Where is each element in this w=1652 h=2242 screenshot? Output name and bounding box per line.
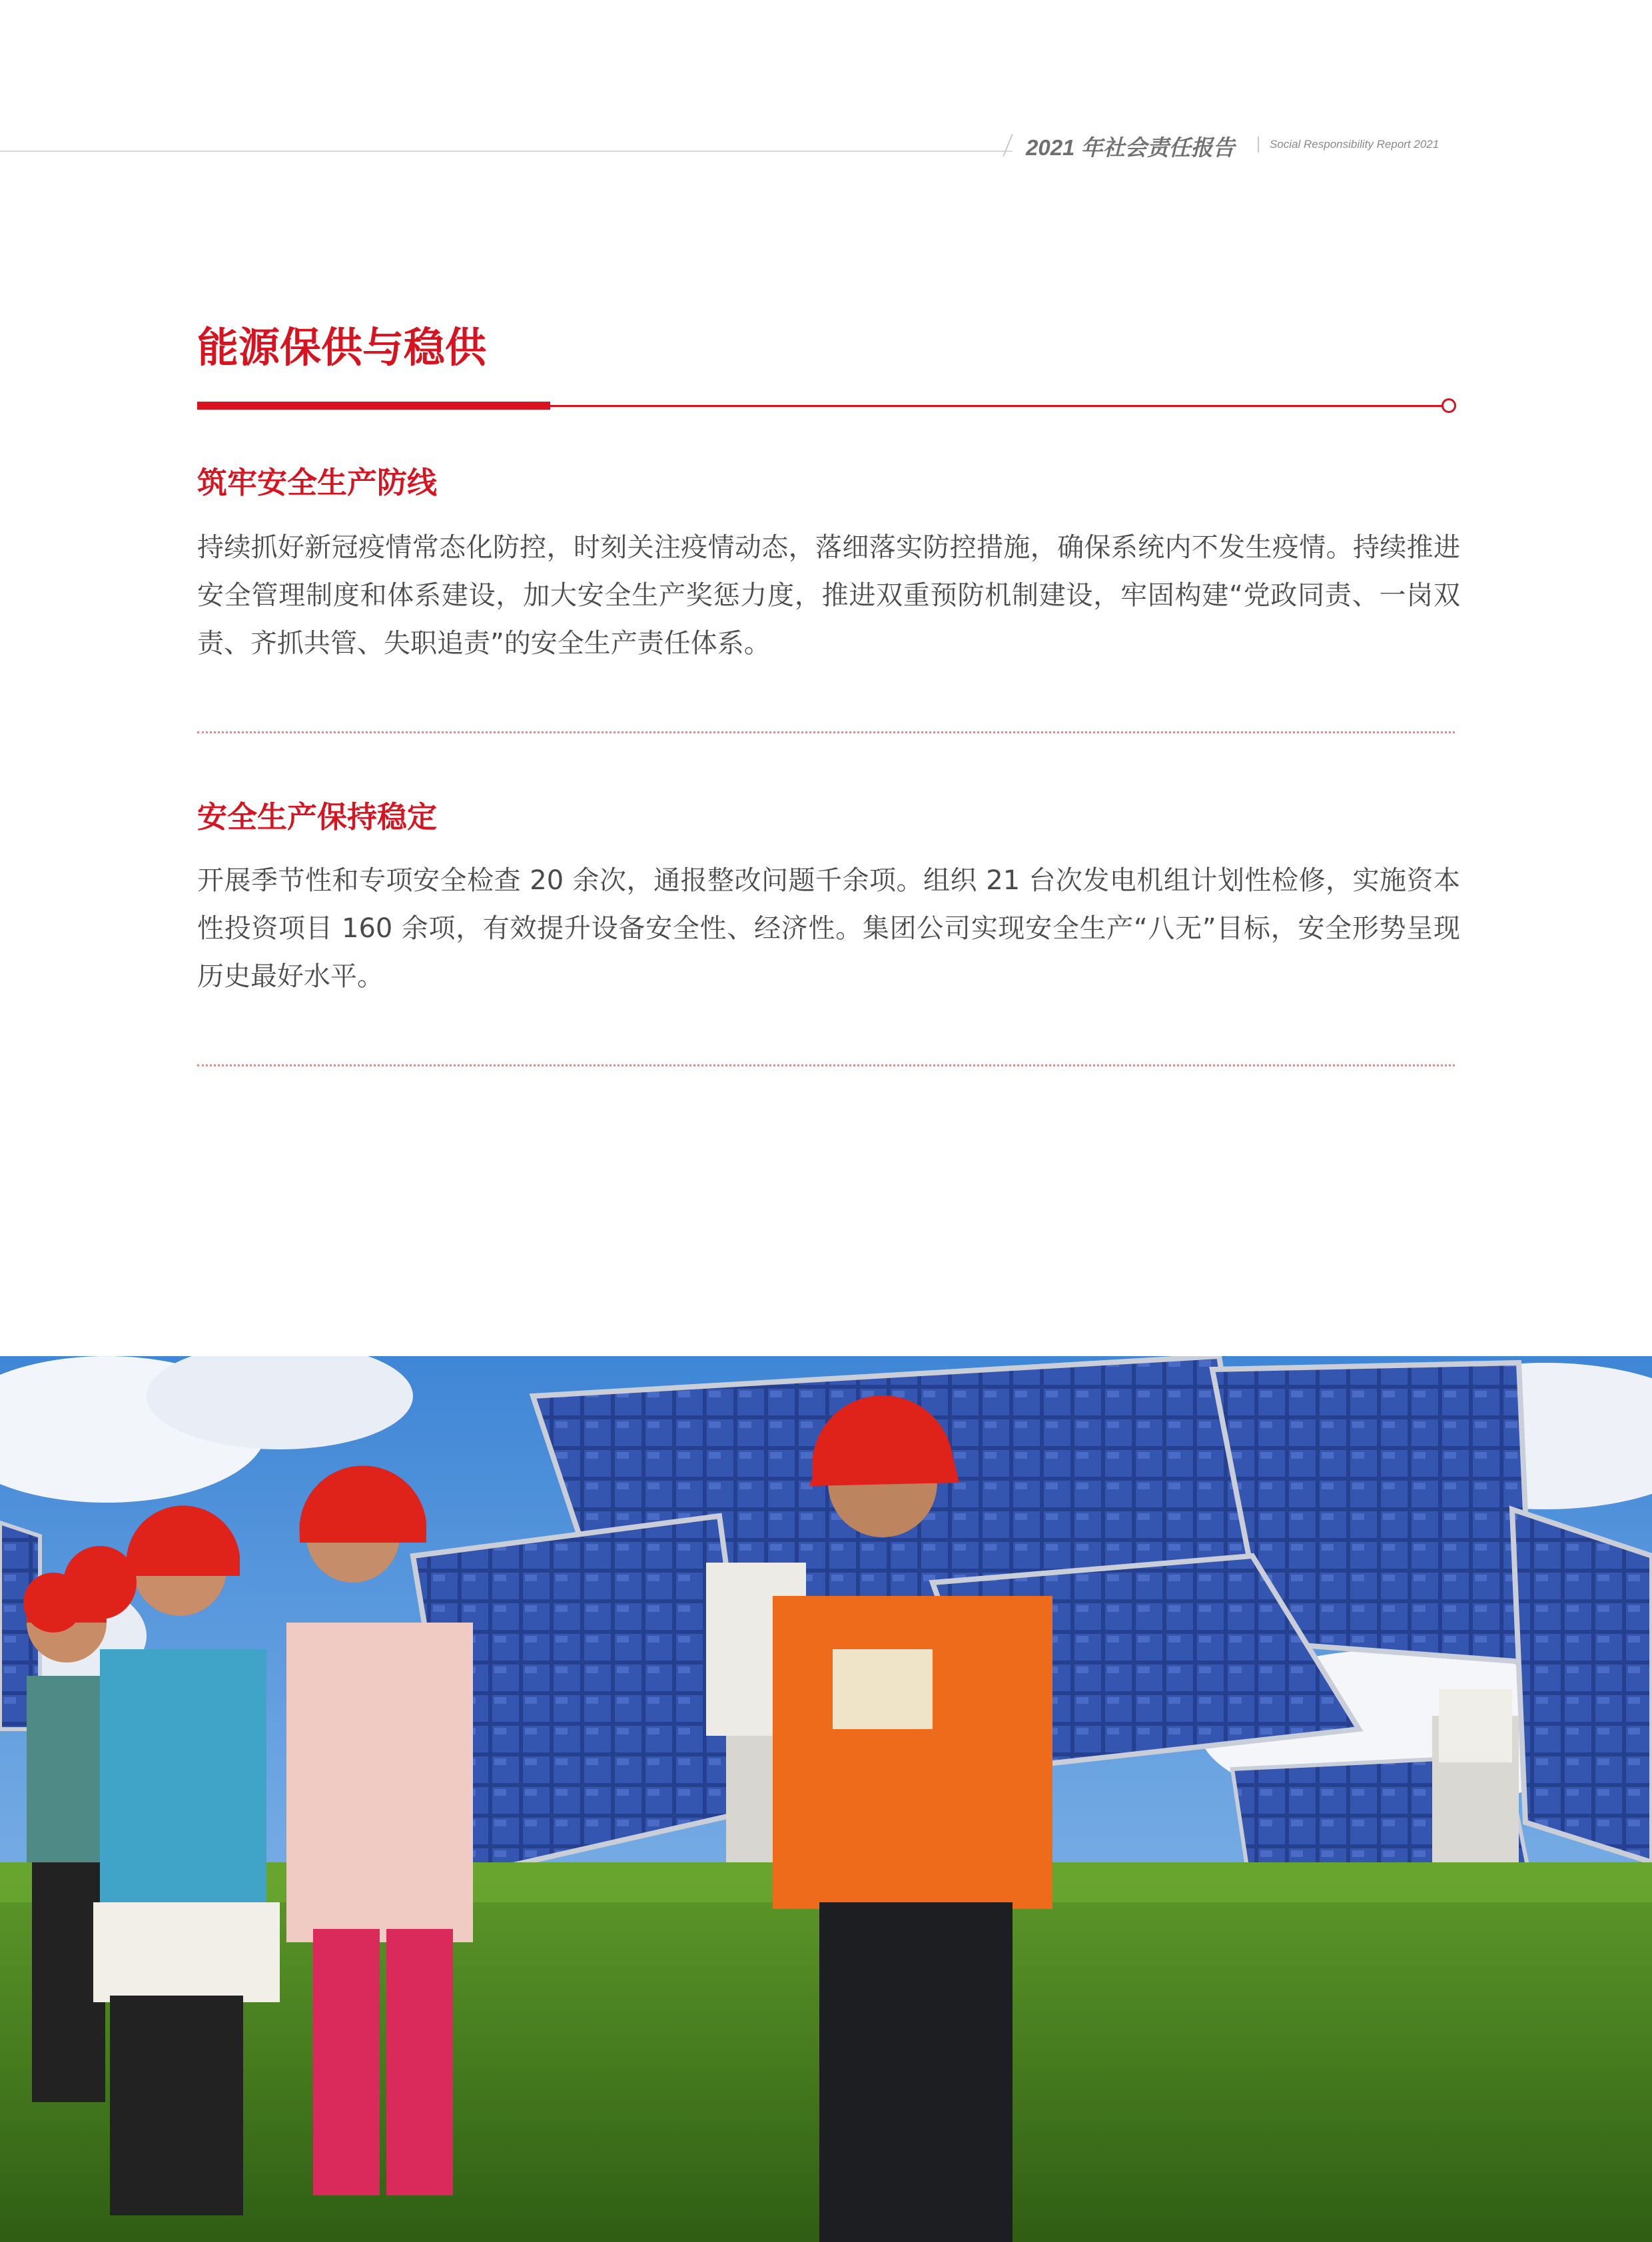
header-separator <box>1258 137 1259 153</box>
page-title: 能源保供与稳供 <box>197 323 487 372</box>
report-title: 2021 年社会责任报告 <box>1026 135 1235 160</box>
solar-field-photo <box>0 1356 1652 2242</box>
section-body-safety-stable: 开展季节性和专项安全检查 20 余次，通报整改问题千余项。组织 21 台次发电机组计划性检修，实施资本性投资项目 160 余项，有效提升设备安全性、经济性。集团公司实现安全生产“八无”目标，安全形势呈现历史最好水平。 <box>197 865 1460 992</box>
report-subtitle: Social Responsibility Report 2021 <box>1270 138 1440 151</box>
section-body-safety-defense: 持续抓好新冠疫情常态化防控，时刻关注疫情动态，落细落实防控措施，确保系统内不发生疫情。持续推进安全管理制度和体系建设，加大安全生产奖惩力度，推进双重预防机制建设，牢固构建“党政同责、一岗双责、齐抓共管、失职追责”的安全生产责任体系。 <box>197 532 1460 659</box>
header-slash-decoration <box>1003 134 1013 157</box>
section-divider <box>197 731 1455 733</box>
section-divider <box>197 1064 1455 1066</box>
title-underline-end-circle <box>1442 398 1456 413</box>
section-heading-safety-stable: 安全生产保持稳定 <box>197 799 438 835</box>
title-underline-line <box>550 405 1443 407</box>
header-rule <box>0 151 1013 152</box>
section-heading-safety-defense: 筑牢安全生产防线 <box>197 465 438 500</box>
title-underline-accent <box>197 402 550 410</box>
